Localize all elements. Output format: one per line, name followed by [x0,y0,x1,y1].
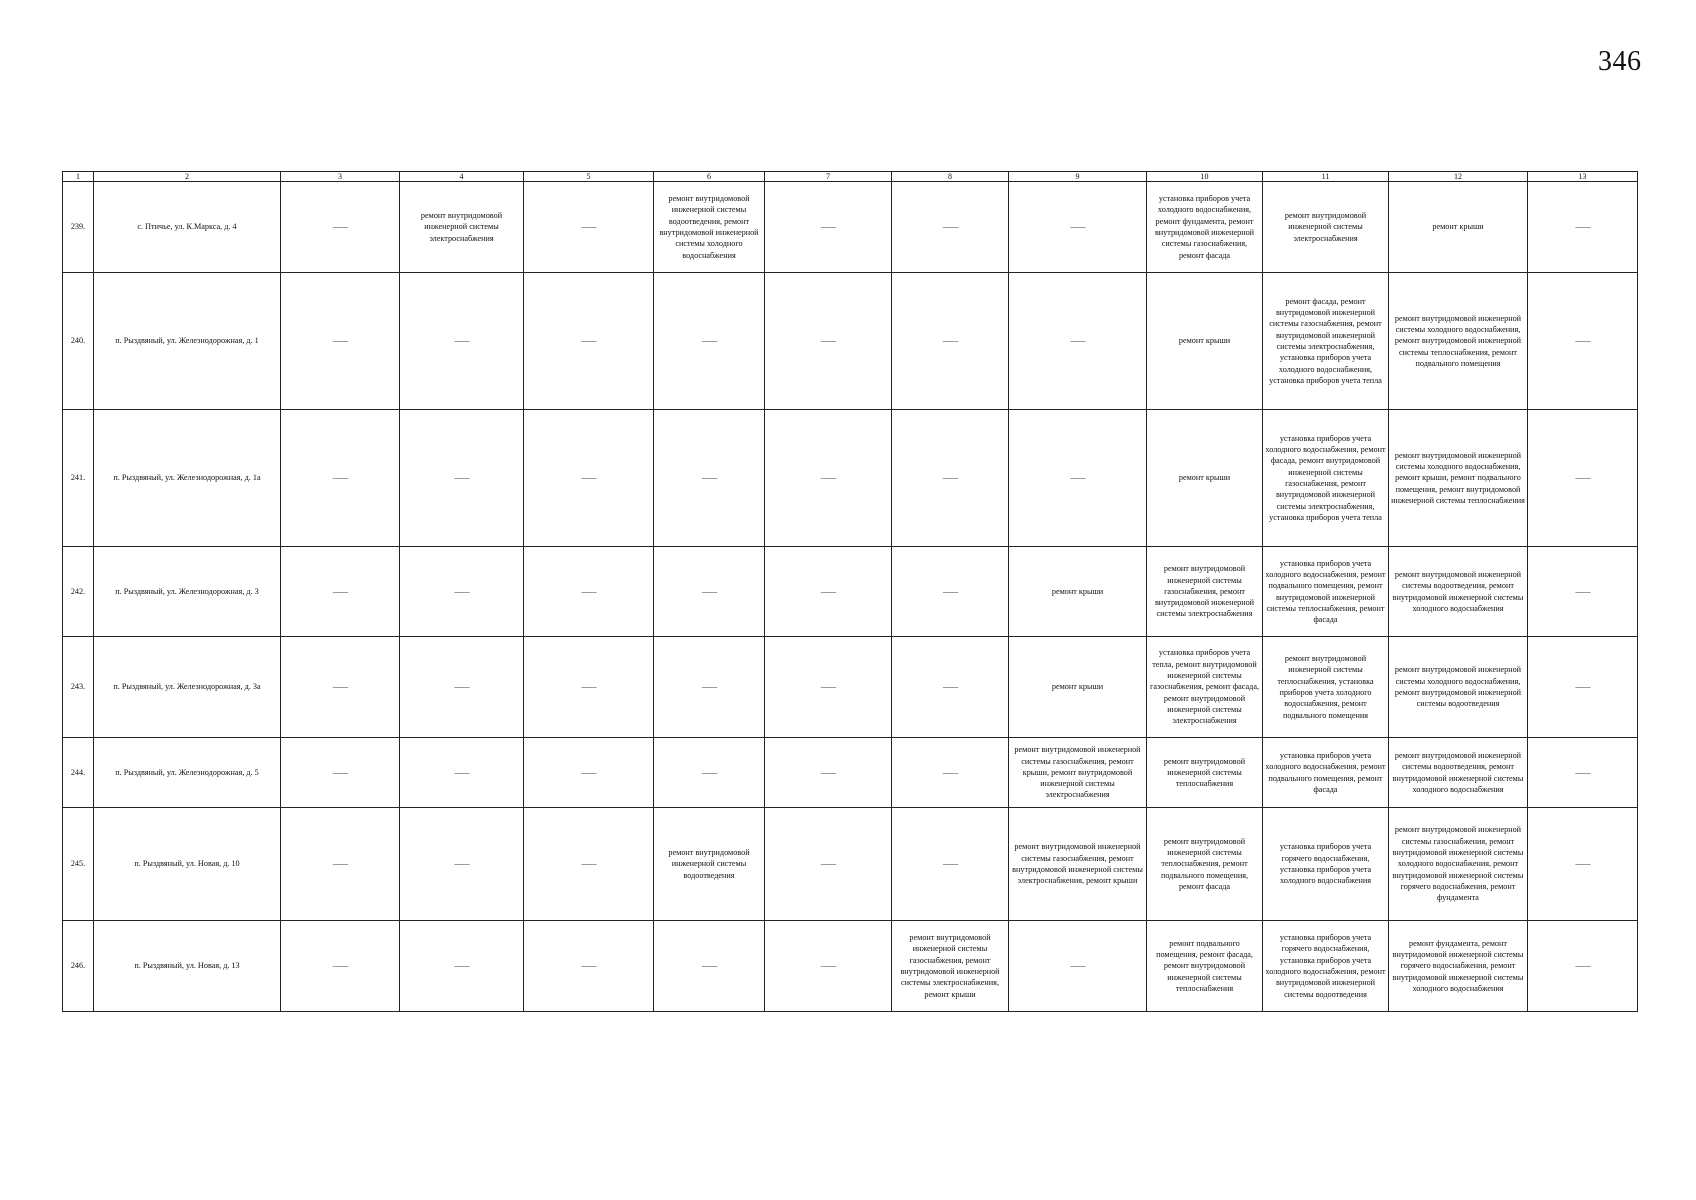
empty-dash-cell: —— [765,273,892,410]
empty-dash-cell: —— [654,637,765,738]
work-description-cell: ремонт внутридомовой инженерной системы газоснабжения, ремонт внутридомовой инженерной системы электроснабжения [1147,547,1263,637]
work-description-cell: ремонт подвального помещения, ремонт фасада, ремонт внутридомовой инженерной системы теплоснабжения [1147,921,1263,1012]
work-description-cell: ремонт внутридомовой инженерной системы водоотведения [654,808,765,921]
table-row [63,182,1638,273]
empty-dash-cell: —— [400,921,524,1012]
work-description-cell: ремонт внутридомовой инженерной системы водоотведения, ремонт внутридомовой инженерной системы холодного водоснабжения [1389,738,1528,808]
work-description-cell: ремонт внутридомовой инженерной системы водоотведения, ремонт внутридомовой инженерной системы холодного водоснабжения [1389,547,1528,637]
empty-dash-cell: —— [281,410,400,547]
column-number: 5 [524,172,654,182]
column-number: 11 [1263,172,1389,182]
address-cell: п. Рыздвяный, ул. Железнодорожная, д. 3а [94,637,281,738]
column-number: 3 [281,172,400,182]
address-cell: п. Рыздвяный, ул. Железнодорожная, д. 5 [94,738,281,808]
table-body [63,172,1638,1012]
empty-dash-cell: —— [281,738,400,808]
empty-dash-cell: —— [400,808,524,921]
row-number: 243. [63,637,94,738]
empty-dash-cell: —— [524,182,654,273]
work-description-cell: ремонт крыши [1009,637,1147,738]
table-row [63,273,1638,410]
work-description-cell: ремонт фасада, ремонт внутридомовой инженерной системы газоснабжения, ремонт внутридомовой инженерной системы электроснабжения, установка приборов учета холодного водоснабжения, установка приборов учета тепла [1263,273,1389,410]
empty-dash-cell: —— [524,273,654,410]
empty-dash-cell: —— [654,738,765,808]
address-cell: п. Рыздвяный, ул. Железнодорожная, д. 3 [94,547,281,637]
work-description-cell: ремонт внутридомовой инженерной системы водоотведения, ремонт внутридомовой инженерной системы холодного водоснабжения [654,182,765,273]
address-cell: п. Рыздвяный, ул. Железнодорожная, д. 1а [94,410,281,547]
empty-dash-cell: —— [400,410,524,547]
column-number-row [63,172,1638,182]
page-number: 346 [1598,46,1642,77]
work-description-cell: ремонт внутридомовой инженерной системы теплоснабжения [1147,738,1263,808]
work-description-cell: ремонт внутридомовой инженерной системы холодного водоснабжения, ремонт внутридомовой инженерной системы теплоснабжения, ремонт подвального помещения [1389,273,1528,410]
empty-dash-cell: —— [1009,182,1147,273]
empty-dash-cell: —— [281,182,400,273]
empty-dash-cell: —— [1528,182,1638,273]
work-description-cell: ремонт внутридомовой инженерной системы электроснабжения [1263,182,1389,273]
work-description-cell: установка приборов учета холодного водоснабжения, ремонт фундамента, ремонт внутридомовой инженерной системы газоснабжения, ремонт фасада [1147,182,1263,273]
work-description-cell: ремонт внутридомовой инженерной системы газоснабжения, ремонт крыши, ремонт внутридомовой инженерной системы электроснабжения [1009,738,1147,808]
work-description-cell: установка приборов учета горячего водоснабжения, установка приборов учета холодного водоснабжения [1263,808,1389,921]
work-description-cell: ремонт внутридомовой инженерной системы электроснабжения [400,182,524,273]
work-description-cell: ремонт внутридомовой инженерной системы теплоснабжения, ремонт подвального помещения, ремонт фасада [1147,808,1263,921]
row-number: 244. [63,738,94,808]
empty-dash-cell: —— [524,410,654,547]
column-number: 10 [1147,172,1263,182]
work-description-cell: установка приборов учета горячего водоснабжения, установка приборов учета холодного водоснабжения, ремонт внутридомовой инженерной системы водоотведения [1263,921,1389,1012]
empty-dash-cell: —— [654,547,765,637]
work-description-cell: ремонт крыши [1009,547,1147,637]
row-number: 242. [63,547,94,637]
empty-dash-cell: —— [1528,547,1638,637]
work-description-cell: установка приборов учета холодного водоснабжения, ремонт подвального помещения, ремонт внутридомовой инженерной системы теплоснабжения, ремонт фасада [1263,547,1389,637]
empty-dash-cell: —— [400,738,524,808]
empty-dash-cell: —— [892,273,1009,410]
empty-dash-cell: —— [1009,410,1147,547]
empty-dash-cell: —— [524,637,654,738]
empty-dash-cell: —— [892,410,1009,547]
empty-dash-cell: —— [1528,738,1638,808]
empty-dash-cell: —— [281,921,400,1012]
empty-dash-cell: —— [892,182,1009,273]
address-cell: п. Рыздвяный, ул. Новая, д. 13 [94,921,281,1012]
empty-dash-cell: —— [765,921,892,1012]
address-cell: п. Рыздвяный, ул. Железнодорожная, д. 1 [94,273,281,410]
column-number: 4 [400,172,524,182]
empty-dash-cell: —— [765,182,892,273]
work-description-cell: ремонт крыши [1147,273,1263,410]
empty-dash-cell: —— [524,547,654,637]
table-row [63,808,1638,921]
column-number: 6 [654,172,765,182]
empty-dash-cell: —— [1528,637,1638,738]
row-number: 245. [63,808,94,921]
column-number: 12 [1389,172,1528,182]
work-description-cell: установка приборов учета холодного водоснабжения, ремонт подвального помещения, ремонт фасада [1263,738,1389,808]
work-description-cell: ремонт внутридомовой инженерной системы холодного водоснабжения, ремонт внутридомовой инженерной системы водоотведения [1389,637,1528,738]
table-row [63,637,1638,738]
address-cell: п. Рыздвяный, ул. Новая, д. 10 [94,808,281,921]
empty-dash-cell: —— [654,410,765,547]
empty-dash-cell: —— [1009,921,1147,1012]
table-row [63,547,1638,637]
empty-dash-cell: —— [281,637,400,738]
empty-dash-cell: —— [281,808,400,921]
empty-dash-cell: —— [400,547,524,637]
work-description-cell: ремонт внутридомовой инженерной системы газоснабжения, ремонт внутридомовой инженерной системы электроснабжения, ремонт крыши [892,921,1009,1012]
empty-dash-cell: —— [1528,410,1638,547]
empty-dash-cell: —— [400,273,524,410]
work-description-cell: ремонт внутридомовой инженерной системы холодного водоснабжения, ремонт крыши, ремонт подвального помещения, ремонт внутридомовой инженерной системы теплоснабжения [1389,410,1528,547]
work-description-cell: ремонт внутридомовой инженерной системы газоснабжения, ремонт внутридомовой инженерной системы холодного водоснабжения, ремонт внутридомовой инженерной системы горячего водоснабжения, ремонт фундамента [1389,808,1528,921]
empty-dash-cell: —— [765,410,892,547]
table-row [63,410,1638,547]
row-number: 241. [63,410,94,547]
work-description-cell: ремонт крыши [1389,182,1528,273]
work-description-cell: ремонт внутридомовой инженерной системы газоснабжения, ремонт внутридомовой инженерной системы электроснабжения, ремонт крыши [1009,808,1147,921]
column-number: 9 [1009,172,1147,182]
empty-dash-cell: —— [892,637,1009,738]
table-row [63,921,1638,1012]
empty-dash-cell: —— [281,547,400,637]
empty-dash-cell: —— [892,808,1009,921]
row-number: 246. [63,921,94,1012]
column-number: 1 [63,172,94,182]
empty-dash-cell: —— [1528,921,1638,1012]
empty-dash-cell: —— [1528,808,1638,921]
empty-dash-cell: —— [654,921,765,1012]
empty-dash-cell: —— [281,273,400,410]
work-description-cell: установка приборов учета холодного водоснабжения, ремонт фасада, ремонт внутридомовой инженерной системы газоснабжения, ремонт внутридомовой инженерной системы электроснабжения, установка приборов учета тепла [1263,410,1389,547]
column-number: 13 [1528,172,1638,182]
empty-dash-cell: —— [654,273,765,410]
work-description-cell: установка приборов учета тепла, ремонт внутридомовой инженерной системы газоснабжения, ремонт фасада, ремонт внутридомовой инженерной системы электроснабжения [1147,637,1263,738]
empty-dash-cell: —— [765,808,892,921]
empty-dash-cell: —— [892,547,1009,637]
column-number: 7 [765,172,892,182]
empty-dash-cell: —— [1528,273,1638,410]
empty-dash-cell: —— [1009,273,1147,410]
address-cell: с. Птичье, ул. К.Маркса, д. 4 [94,182,281,273]
column-number: 8 [892,172,1009,182]
table-row [63,738,1638,808]
empty-dash-cell: —— [765,738,892,808]
column-number: 2 [94,172,281,182]
empty-dash-cell: —— [524,738,654,808]
empty-dash-cell: —— [524,921,654,1012]
empty-dash-cell: —— [892,738,1009,808]
empty-dash-cell: —— [765,547,892,637]
work-description-cell: ремонт крыши [1147,410,1263,547]
empty-dash-cell: —— [400,637,524,738]
repair-schedule-table [62,171,1638,1012]
row-number: 239. [63,182,94,273]
work-description-cell: ремонт фундамента, ремонт внутридомовой инженерной системы горячего водоснабжения, ремонт внутридомовой инженерной системы холодного водоснабжения [1389,921,1528,1012]
row-number: 240. [63,273,94,410]
empty-dash-cell: —— [524,808,654,921]
work-description-cell: ремонт внутридомовой инженерной системы теплоснабжения, установка приборов учета холодного водоснабжения, ремонт подвального помещения [1263,637,1389,738]
empty-dash-cell: —— [765,637,892,738]
